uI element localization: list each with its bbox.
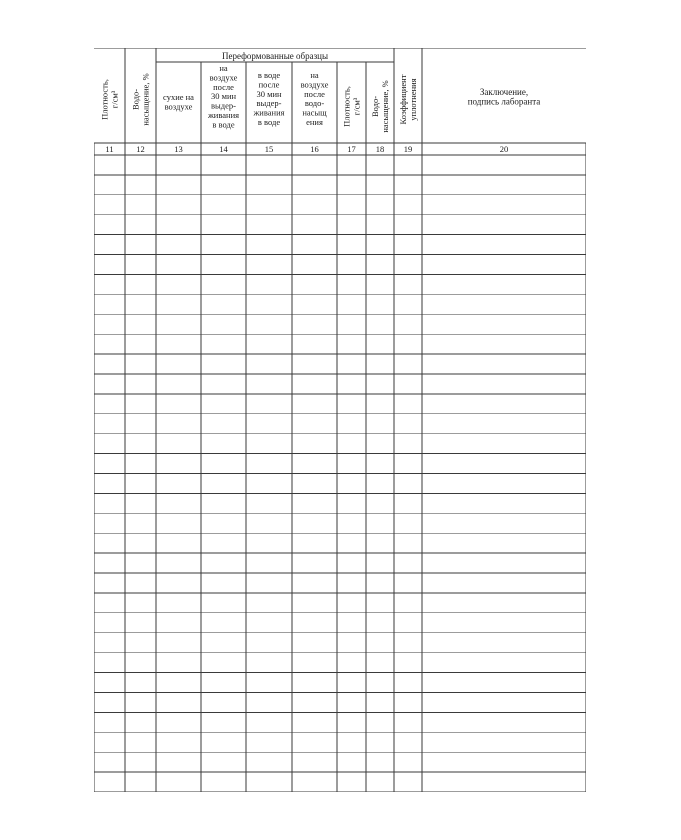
column-number-20: 20	[499, 144, 509, 154]
header-c18-text: насыщение, %	[380, 80, 390, 133]
header-c14-text: в воде	[212, 119, 235, 130]
header-c15-text: в воде	[257, 70, 281, 80]
header-c15-text: живания	[253, 107, 285, 118]
header-c19-text: уплотнения	[408, 78, 418, 121]
header-c12-text: Водо-	[130, 88, 141, 111]
header-c14-text: на	[219, 63, 228, 73]
header-c14-text: выдер-	[211, 100, 236, 111]
header-c14-text: живания	[207, 110, 240, 120]
header-c17-text: г/см³	[351, 97, 362, 116]
header-c11-text: г/см³	[109, 90, 120, 109]
header-c15-text: 30 мин	[256, 88, 282, 99]
lab-record-form	[94, 48, 586, 792]
header-c14-text: 30 мин	[210, 91, 237, 102]
header-c13-text: сухие на	[163, 92, 194, 102]
header-c15-text: в воде	[257, 117, 281, 127]
column-number-11: 11	[105, 144, 114, 154]
header-c20-text: подпись лаборанта	[467, 96, 541, 107]
header-c12-text: насыщение, %	[140, 73, 151, 126]
header-c16-text: воздухе	[300, 79, 329, 90]
column-number-16: 16	[310, 144, 319, 154]
header-c15-text: после	[258, 79, 280, 90]
group-header-title: Переформованные образцы	[221, 51, 329, 61]
header-c15-text: выдер-	[256, 98, 282, 109]
column-number-17: 17	[347, 144, 356, 154]
header-c16-text: ения	[306, 117, 323, 127]
column-number-12: 12	[136, 144, 145, 154]
header-c16-text: насыщ	[302, 107, 327, 118]
column-number-18: 18	[375, 144, 385, 154]
header-c19-text: Коэффициент	[398, 74, 408, 125]
header-c18-text: Водо-	[370, 95, 380, 118]
header-c16-text: после	[304, 88, 325, 99]
header-c17-text: Плотность,	[341, 86, 352, 127]
column-number-15: 15	[264, 144, 274, 154]
header-c14-text: после	[213, 81, 234, 92]
column-number-19: 19	[403, 144, 413, 154]
header-c13-text: воздухе	[164, 101, 193, 112]
column-number-13: 13	[174, 144, 183, 154]
header-c16-text: на	[310, 70, 319, 80]
header-c11-text: Плотность,	[99, 79, 110, 120]
header-c16-text: водо-	[304, 98, 325, 109]
form-grid	[94, 48, 586, 792]
column-number-14: 14	[219, 144, 228, 154]
header-c20-text: Заключение,	[479, 87, 529, 97]
header-c14-text: воздухе	[209, 72, 238, 83]
